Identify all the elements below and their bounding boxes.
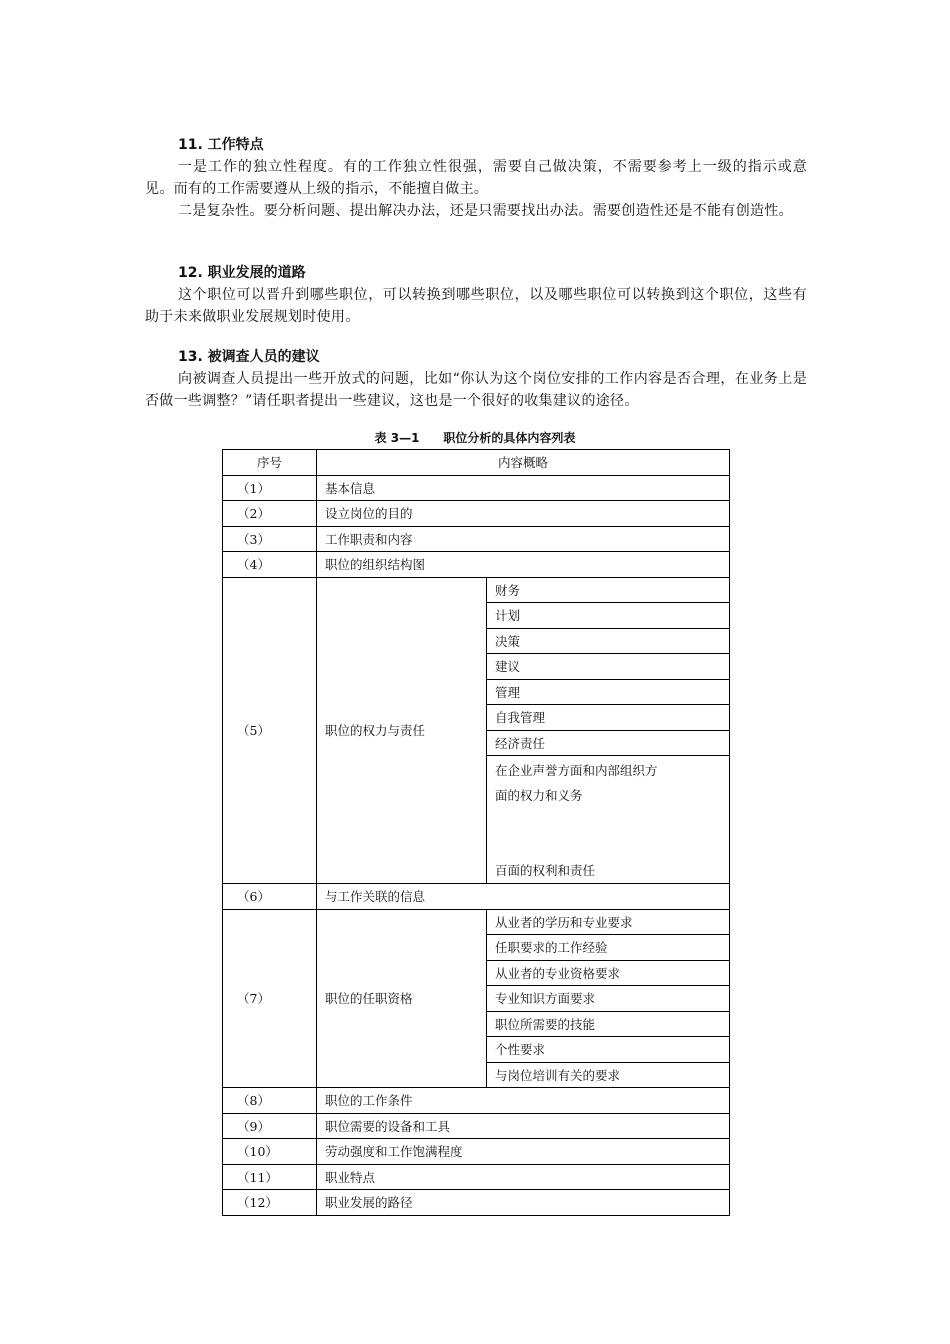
row-content: 基本信息 bbox=[317, 475, 730, 501]
row-no: （11） bbox=[223, 1164, 317, 1190]
header-content: 内容概略 bbox=[317, 450, 730, 476]
sub-item: 任职要求的工作经验 bbox=[487, 935, 730, 961]
section-heading: 13. 被调查人员的建议 bbox=[178, 349, 320, 365]
row-no: （8） bbox=[223, 1088, 317, 1114]
table-row bbox=[223, 552, 730, 578]
table-row bbox=[223, 577, 730, 603]
table-row bbox=[223, 1088, 730, 1114]
row-content: 职位的权力与责任 bbox=[317, 577, 487, 884]
row-content: 劳动强度和工作饱满程度 bbox=[317, 1139, 730, 1165]
row-content: 与工作关联的信息 bbox=[317, 884, 730, 910]
row-no: （7） bbox=[223, 909, 317, 1088]
paragraph: 这个职位可以晋升到哪些职位，可以转换到哪些职位，以及哪些职位可以转换到这个职位，这些有助于未来做职业发展规划时使用。 bbox=[145, 287, 807, 325]
sub-item-line: 在企业声誉方面和内部组织方 bbox=[495, 763, 658, 778]
row-no: （2） bbox=[223, 501, 317, 527]
sub-item: 管理 bbox=[487, 679, 730, 705]
sub-item: 经济责任 bbox=[487, 730, 730, 756]
table-row bbox=[223, 884, 730, 910]
table-row bbox=[223, 1190, 730, 1216]
job-analysis-table bbox=[222, 449, 730, 1216]
table-row bbox=[223, 1164, 730, 1190]
section-heading: 12. 职业发展的道路 bbox=[178, 265, 306, 281]
section-career-path bbox=[145, 262, 807, 328]
sub-item: 计划 bbox=[487, 603, 730, 629]
sub-item: 从业者的学历和专业要求 bbox=[487, 909, 730, 935]
row-no: （10） bbox=[223, 1139, 317, 1165]
table-caption: 表 3—1 职位分析的具体内容列表 bbox=[374, 431, 576, 445]
row-content: 职位需要的设备和工具 bbox=[317, 1113, 730, 1139]
row-content: 职位的任职资格 bbox=[317, 909, 487, 1088]
sub-item: 职位所需要的技能 bbox=[487, 1011, 730, 1037]
sub-item-line: 面的权力和义务 bbox=[495, 788, 583, 803]
paragraph: 一是工作的独立性程度。有的工作独立性很强，需要自己做决策，不需要参考上一级的指示或意见。而有的工作需要遵从上级的指示，不能擅自做主。 bbox=[145, 159, 807, 197]
row-no: （3） bbox=[223, 526, 317, 552]
sub-item: 从业者的专业资格要求 bbox=[487, 960, 730, 986]
section-work-characteristics bbox=[145, 134, 807, 222]
row-content: 职位的工作条件 bbox=[317, 1088, 730, 1114]
row-no: （12） bbox=[223, 1190, 317, 1216]
row-no: （1） bbox=[223, 475, 317, 501]
row-no: （4） bbox=[223, 552, 317, 578]
sub-item: 决策 bbox=[487, 628, 730, 654]
table-row bbox=[223, 909, 730, 935]
table-row bbox=[223, 501, 730, 527]
section-heading: 11. 工作特点 bbox=[178, 137, 264, 153]
paragraph: 二是复杂性。要分析问题、提出解决办法，还是只需要找出办法。需要创造性还是不能有创造性。 bbox=[178, 203, 793, 219]
sub-item: 专业知识方面要求 bbox=[487, 986, 730, 1012]
row-content: 工作职责和内容 bbox=[317, 526, 730, 552]
sub-item: 建议 bbox=[487, 654, 730, 680]
row-content: 设立岗位的目的 bbox=[317, 501, 730, 527]
row-no: （6） bbox=[223, 884, 317, 910]
sub-item-multiline bbox=[487, 756, 730, 884]
table-header-row bbox=[223, 450, 730, 476]
row-content: 职位的组织结构图 bbox=[317, 552, 730, 578]
table-row bbox=[223, 1139, 730, 1165]
row-no: （9） bbox=[223, 1113, 317, 1139]
sub-item-line: 百面的权利和责任 bbox=[495, 863, 596, 878]
table-row bbox=[223, 526, 730, 552]
table-row bbox=[223, 1113, 730, 1139]
paragraph: 向被调查人员提出一些开放式的问题，比如“你认为这个岗位安排的工作内容是否合理，在业务上是否做一些调整？”请任职者提出一些建议，这也是一个很好的收集建议的途径。 bbox=[145, 371, 807, 409]
row-content: 职业发展的路径 bbox=[317, 1190, 730, 1216]
row-content: 职业特点 bbox=[317, 1164, 730, 1190]
sub-item: 与岗位培训有关的要求 bbox=[487, 1062, 730, 1088]
sub-item: 财务 bbox=[487, 577, 730, 603]
row-no: （5） bbox=[223, 577, 317, 884]
sub-item: 个性要求 bbox=[487, 1037, 730, 1063]
header-no: 序号 bbox=[223, 450, 317, 476]
sub-item: 自我管理 bbox=[487, 705, 730, 731]
table-row bbox=[223, 475, 730, 501]
section-respondent-suggestions bbox=[145, 346, 807, 412]
